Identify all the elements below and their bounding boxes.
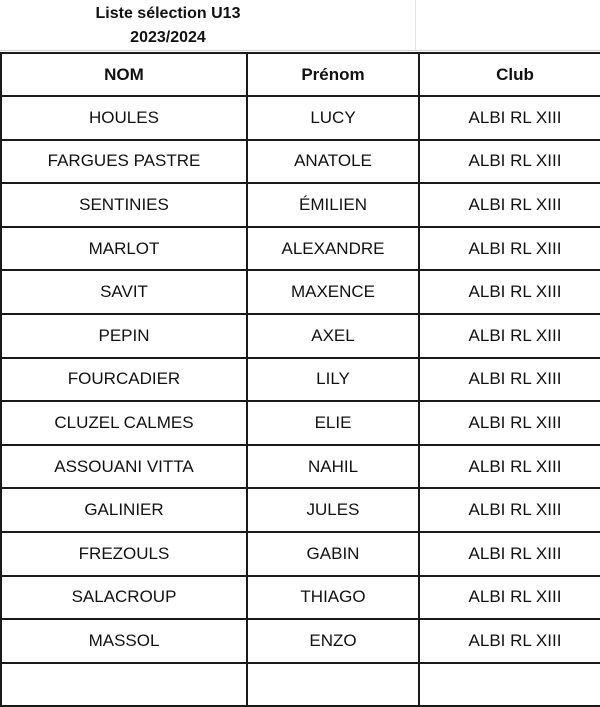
cell-nom: FARGUES PASTRE — [1, 140, 247, 184]
table-row — [1, 576, 600, 620]
document-season: 2023/2024 — [130, 29, 206, 46]
table-row — [1, 488, 600, 532]
cell-prenom — [247, 663, 419, 707]
header-club: Club — [419, 53, 600, 96]
cell-nom: SALACROUP — [1, 576, 247, 620]
cell-nom: PEPIN — [1, 314, 247, 358]
cell-nom: FREZOULS — [1, 532, 247, 576]
table-row — [1, 401, 600, 445]
cell-prenom: ÉMILIEN — [247, 183, 419, 227]
cell-prenom: NAHIL — [247, 445, 419, 489]
cell-prenom: THIAGO — [247, 576, 419, 620]
selection-table — [0, 52, 600, 707]
cell-nom: FOURCADIER — [1, 358, 247, 402]
cell-club: ALBI RL XIII — [419, 532, 600, 576]
cell-prenom: LILY — [247, 358, 419, 402]
cell-nom: ASSOUANI VITTA — [1, 445, 247, 489]
cell-nom: GALINIER — [1, 488, 247, 532]
table-row — [1, 270, 600, 314]
cell-prenom: LUCY — [247, 96, 419, 140]
cell-club: ALBI RL XIII — [419, 96, 600, 140]
cell-prenom: AXEL — [247, 314, 419, 358]
cell-nom: SAVIT — [1, 270, 247, 314]
cell-club: ALBI RL XIII — [419, 401, 600, 445]
cell-prenom: ENZO — [247, 619, 419, 663]
cell-club: ALBI RL XIII — [419, 358, 600, 402]
cell-prenom: MAXENCE — [247, 270, 419, 314]
header-prenom: Prénom — [247, 53, 419, 96]
cell-prenom: ANATOLE — [247, 140, 419, 184]
cell-club: ALBI RL XIII — [419, 488, 600, 532]
cell-prenom: ELIE — [247, 401, 419, 445]
table-row — [1, 96, 600, 140]
cell-club — [419, 663, 600, 707]
table-row — [1, 358, 600, 402]
table-row — [1, 445, 600, 489]
table-row — [1, 314, 600, 358]
cell-nom: HOULES — [1, 96, 247, 140]
cell-club: ALBI RL XIII — [419, 619, 600, 663]
table-body — [1, 96, 600, 706]
cell-prenom: GABIN — [247, 532, 419, 576]
cell-club: ALBI RL XIII — [419, 445, 600, 489]
document-title-block — [0, 0, 600, 51]
grid-line — [415, 0, 416, 50]
cell-club: ALBI RL XIII — [419, 314, 600, 358]
cell-nom: CLUZEL CALMES — [1, 401, 247, 445]
cell-club: ALBI RL XIII — [419, 227, 600, 271]
table-row — [1, 619, 600, 663]
cell-prenom: JULES — [247, 488, 419, 532]
cell-nom: SENTINIES — [1, 183, 247, 227]
document-title: Liste sélection U13 — [95, 5, 241, 22]
table-row — [1, 183, 600, 227]
cell-nom: MARLOT — [1, 227, 247, 271]
header-nom: NOM — [1, 53, 247, 96]
cell-nom — [1, 663, 247, 707]
table-row — [1, 140, 600, 184]
cell-club: ALBI RL XIII — [419, 183, 600, 227]
cell-club: ALBI RL XIII — [419, 270, 600, 314]
table-row — [1, 227, 600, 271]
table-header-row — [1, 53, 600, 96]
table-row — [1, 663, 600, 707]
table-row — [1, 532, 600, 576]
cell-club: ALBI RL XIII — [419, 140, 600, 184]
cell-club: ALBI RL XIII — [419, 576, 600, 620]
cell-nom: MASSOL — [1, 619, 247, 663]
cell-prenom: ALEXANDRE — [247, 227, 419, 271]
